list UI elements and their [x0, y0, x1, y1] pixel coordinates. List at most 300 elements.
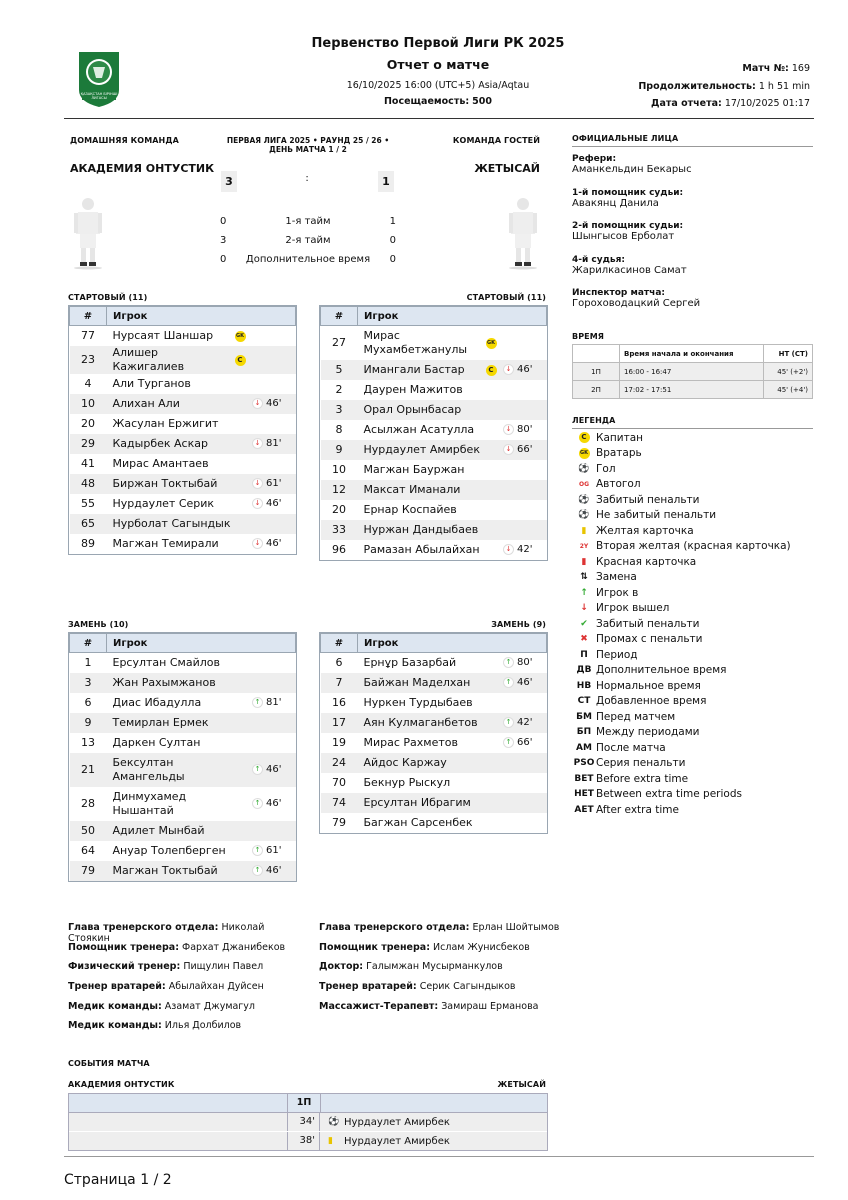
table-row	[321, 326, 547, 361]
official-name: Гороховодацкий Сергей	[572, 298, 701, 309]
player-cell	[107, 841, 296, 861]
player-name: Ерсултан Смайлов	[112, 656, 220, 669]
sub-minute: 66'	[517, 737, 533, 748]
away-start-label: СТАРТОВЫЙ (11)	[466, 293, 546, 302]
sub-minute: 46'	[266, 764, 282, 775]
away-team-name: ЖЕТЫСАЙ	[474, 162, 540, 175]
period-away: 0	[389, 235, 396, 246]
home-staff	[68, 922, 308, 1040]
player-cell	[358, 520, 547, 540]
player-cell	[358, 713, 547, 733]
player-number: 9	[70, 713, 107, 733]
player-cell	[358, 360, 547, 380]
legend-icon: ↓	[580, 603, 588, 614]
legend-icon: СТ	[577, 696, 591, 707]
player-cell	[358, 773, 547, 793]
table-row	[70, 821, 296, 841]
official-role: 4-й судья:	[572, 254, 625, 265]
staff-role: Медик команды:	[68, 1000, 162, 1012]
officials-list	[572, 154, 813, 322]
event-row	[69, 1131, 547, 1150]
sub-minute: 46'	[266, 538, 282, 549]
match-number	[742, 63, 810, 74]
legend-icon: BET	[574, 773, 594, 784]
player-name: Ернұр Базарбай	[363, 656, 457, 669]
player-number: 7	[321, 673, 358, 693]
sub-event	[500, 736, 532, 750]
official-role: 2-й помощник судьи:	[572, 221, 684, 231]
footer-divider	[64, 1156, 814, 1157]
player-cell	[107, 653, 296, 674]
home-subs-table	[68, 632, 297, 882]
player-cell	[358, 420, 547, 440]
player-name: Нурдаулет Серик	[112, 497, 215, 510]
player-in-icon: ↑	[252, 697, 263, 708]
legend-item	[572, 725, 813, 741]
player-name: Багжан Сарсенбек	[363, 816, 473, 829]
staff-item	[68, 1020, 308, 1040]
legend-icon: П	[580, 649, 588, 660]
player-cell	[107, 693, 296, 713]
player-out-icon: ↓	[252, 538, 263, 549]
player-number: 23	[70, 346, 107, 374]
staff-name: Илья Долбилов	[164, 1020, 242, 1032]
player-cell	[107, 713, 296, 733]
legend-text: Добавленное время	[596, 695, 707, 708]
home-team-name: АКАДЕМИЯ ОНТУСТИК	[70, 162, 215, 175]
official-name: Авакянц Данила	[572, 197, 659, 209]
legend-divider	[572, 428, 813, 429]
player-cell	[358, 733, 547, 753]
player-number: 77	[81, 329, 95, 342]
player-name: Айдос Каржау	[363, 756, 447, 769]
table-row	[321, 773, 547, 793]
sub-event	[249, 696, 281, 710]
player-name: Адилет Мынбай	[112, 824, 205, 837]
table-row	[321, 480, 547, 500]
player-cell	[358, 480, 547, 500]
events-away-team: ЖЕТЫСАЙ	[497, 1080, 546, 1089]
table-row	[70, 434, 296, 454]
player-number: 12	[321, 480, 358, 500]
legend-text: Гол	[596, 462, 616, 475]
player-name: Нуржан Дандыбаев	[363, 523, 479, 536]
event-icon: ▮	[328, 1136, 333, 1146]
logo-text: ҚАЗАҚСТАН БІРІНШІ ЛИГАСЫ	[80, 92, 118, 100]
sub-minute: 81'	[266, 697, 282, 708]
table-row	[70, 713, 296, 733]
period-row	[220, 250, 396, 269]
sub-minute: 46'	[266, 398, 282, 409]
staff-item	[68, 942, 308, 962]
sub-event	[500, 716, 532, 730]
legend-icon: C	[572, 432, 596, 443]
table-row	[321, 733, 547, 753]
captain-icon: C	[486, 365, 497, 376]
player-cell	[107, 474, 296, 494]
player-out-icon: ↓	[503, 364, 514, 375]
player-cell	[358, 326, 547, 361]
events-label: СОБЫТИЯ МАТЧА	[68, 1059, 150, 1068]
official-item	[572, 154, 813, 188]
legend-item	[572, 508, 813, 524]
player-name: Орал Орынбасар	[363, 403, 462, 416]
player-cell	[358, 500, 547, 520]
period-label: 1-я тайм	[285, 216, 331, 227]
away-team-label: КОМАНДА ГОСТЕЙ	[452, 136, 540, 145]
player-name: Мирас Мухамбетжанулы	[363, 329, 468, 356]
col-player: Игрок	[358, 307, 547, 326]
legend-item	[572, 477, 813, 493]
player-cell	[358, 380, 547, 400]
legend-item	[572, 694, 813, 710]
player-number: 24	[321, 753, 358, 773]
home-start-table	[68, 305, 297, 555]
col-player: Игрок	[107, 307, 296, 326]
time-period: 2П	[573, 381, 620, 399]
header-divider	[64, 118, 814, 119]
legend-text: Вторая желтая (красная карточка)	[596, 540, 791, 553]
player-cell	[358, 540, 547, 560]
player-number: 3	[70, 673, 107, 693]
player-number: 27	[332, 336, 346, 349]
legend-icon: 2Y	[579, 542, 589, 550]
table-row	[321, 713, 547, 733]
legend-item	[572, 461, 813, 477]
legend-icon: ⚽	[578, 463, 590, 474]
away-start-table	[319, 305, 548, 561]
legend-icon: АМ	[576, 742, 592, 753]
table-row	[70, 454, 296, 474]
event-minute: 38'	[288, 1132, 320, 1150]
table-row	[70, 474, 296, 494]
sub-event	[500, 423, 532, 437]
table-row	[321, 380, 547, 400]
home-sub-label: ЗАМЕНЬ (10)	[68, 620, 129, 629]
player-name: Нурсаят Шаншар	[112, 329, 214, 342]
official-item	[572, 221, 813, 255]
official-role: Рефери:	[572, 154, 617, 164]
player-cell	[107, 514, 296, 534]
staff-item	[68, 961, 308, 981]
player-number: 8	[335, 423, 343, 436]
table-row	[70, 673, 296, 693]
period-home: 0	[220, 254, 227, 265]
player-cell	[107, 821, 296, 841]
official-name: Жарилкасинов Самат	[572, 264, 687, 276]
time-col-range: Время начала и окончания	[620, 345, 764, 363]
staff-item	[68, 981, 308, 1001]
player-number: 10	[70, 394, 107, 414]
sub-minute: 46'	[266, 865, 282, 876]
sub-minute: 80'	[517, 657, 533, 668]
period-scores	[220, 212, 396, 269]
official-item	[572, 188, 813, 222]
player-name: Магжан Токтыбай	[112, 864, 218, 877]
staff-name: Абылайхан Дуйсен	[168, 981, 264, 993]
player-number: 33	[321, 520, 358, 540]
table-row	[321, 653, 547, 674]
legend-text: Красная карточка	[596, 555, 697, 568]
sub-minute: 46'	[266, 798, 282, 809]
event-minute: 34'	[288, 1113, 320, 1131]
time-period: 1П	[573, 363, 620, 381]
legend-item	[572, 523, 813, 539]
player-name: Али Турганов	[112, 377, 191, 390]
sub-minute: 46'	[517, 677, 533, 688]
legend-item	[572, 756, 813, 772]
sub-minute: 42'	[517, 717, 533, 728]
sub-event	[249, 797, 281, 811]
official-name: Шынгысов Ерболат	[572, 231, 675, 242]
legend-text: After extra time	[596, 803, 679, 816]
legend-text: Между периодами	[596, 726, 700, 739]
player-cell	[107, 326, 296, 347]
player-number: 28	[81, 797, 95, 810]
legend-text: Серия пенальти	[596, 757, 686, 770]
player-cell	[107, 753, 296, 787]
legend-icon: ⚽	[578, 510, 590, 521]
col-num: #	[70, 307, 107, 326]
time-col-period	[573, 345, 620, 363]
player-number: 48	[70, 474, 107, 494]
player-name: Магжан Бауржан	[363, 463, 465, 476]
player-cell	[107, 534, 296, 554]
events-home-team: АКАДЕМИЯ ОНТУСТИК	[68, 1080, 175, 1089]
events-period: 1П	[288, 1094, 321, 1112]
player-number: 20	[332, 503, 346, 516]
attendance	[200, 96, 676, 107]
events-table	[68, 1093, 548, 1151]
col-num: #	[321, 307, 358, 326]
player-number: 29	[70, 434, 107, 454]
legend-item	[572, 771, 813, 787]
staff-name: Замираш Ерманова	[441, 1000, 539, 1012]
player-name: Жасулан Ержигит	[112, 417, 219, 430]
player-name: Нурболат Сагындык	[112, 517, 231, 530]
table-row	[321, 400, 547, 420]
legend-text: Автогол	[596, 478, 641, 491]
player-name: Жан Рахымжанов	[112, 676, 216, 689]
player-name: Магжан Темирали	[112, 537, 219, 550]
player-cell	[107, 414, 296, 434]
home-start-label: СТАРТОВЫЙ (11)	[68, 293, 148, 302]
match-datetime: 16/10/2025 16:00 (UTC+5) Asia/Aqtau	[346, 80, 530, 91]
sub-minute: 61'	[266, 845, 282, 856]
table-row	[321, 753, 547, 773]
legend-text: Between extra time periods	[596, 788, 742, 801]
time-table	[572, 344, 813, 399]
official-name: Аманкельдин Бекарыс	[572, 164, 692, 175]
table-row	[70, 346, 296, 374]
legend-icon: PSO	[573, 758, 595, 769]
legend-icon: ↑	[580, 587, 588, 598]
staff-item	[319, 961, 579, 981]
table-row	[321, 420, 547, 440]
player-cell	[358, 673, 547, 693]
sub-minute: 61'	[266, 478, 282, 489]
table-row	[70, 753, 296, 787]
report-date	[651, 98, 810, 109]
captain-icon: C	[235, 355, 246, 366]
player-name: Аян Кулмаганбетов	[363, 716, 478, 729]
table-row	[321, 540, 547, 560]
legend-text: Перед матчем	[596, 710, 676, 723]
match-duration	[638, 81, 810, 92]
round-info: ПЕРВАЯ ЛИГА 2025 • РАУНД 25 / 26 • ДЕНЬ МАТЧА 1 / 2	[226, 136, 390, 154]
time-row	[573, 381, 813, 399]
away-score: 1	[378, 171, 394, 192]
col-player: Игрок	[107, 634, 296, 653]
legend-text: Игрок вышел	[596, 602, 670, 615]
col-num: #	[321, 634, 358, 653]
staff-name: Николай Стоякин	[68, 922, 265, 944]
event-player: Нурдаулет Амирбек	[344, 1116, 450, 1128]
events-header-row	[69, 1094, 547, 1113]
official-item	[572, 255, 813, 289]
legend-item	[572, 601, 813, 617]
staff-role: Массажист-Терапевт:	[319, 1000, 439, 1012]
player-out-icon: ↓	[252, 498, 263, 509]
player-name: Даурен Мажитов	[363, 383, 463, 396]
legend-item	[572, 585, 813, 601]
col-player: Игрок	[358, 634, 547, 653]
legend-icon: БП	[576, 727, 592, 738]
table-row	[70, 494, 296, 514]
attendance-value: 500	[472, 96, 493, 107]
table-row	[321, 440, 547, 460]
player-number: 20	[81, 417, 95, 430]
staff-item	[319, 981, 579, 1001]
staff-role: Глава тренерского отдела:	[68, 922, 219, 933]
sub-event	[249, 477, 281, 491]
legend-icon: БМ	[576, 711, 592, 722]
legend-item	[572, 678, 813, 694]
player-number: 50	[70, 821, 107, 841]
time-ht: 45' (+2')	[764, 363, 813, 381]
player-out-icon: ↓	[252, 438, 263, 449]
player-name: Биржан Токтыбай	[112, 477, 218, 490]
legend-text: Забитый пенальти	[596, 493, 700, 506]
player-out-icon: ↓	[252, 398, 263, 409]
staff-role: Физический тренер:	[68, 961, 181, 973]
table-row	[70, 787, 296, 821]
legend-icon: ▮	[581, 556, 587, 567]
staff-item	[68, 1001, 308, 1021]
table-row	[321, 360, 547, 380]
official-item	[572, 288, 813, 322]
away-staff	[319, 922, 579, 1020]
legend-icon: GK	[572, 448, 596, 459]
staff-name: Ерлан Шойтымов	[472, 922, 560, 933]
player-cell	[107, 494, 296, 514]
legend-text: Нормальное время	[596, 679, 701, 692]
legend-text: Капитан	[596, 431, 643, 444]
staff-item	[319, 1001, 579, 1021]
sub-event	[500, 443, 532, 457]
player-name: Ерсултан Ибрагим	[363, 796, 471, 809]
home-team-label: ДОМАШНЯЯ КОМАНДА	[70, 136, 179, 145]
player-name: Нурдаулет Амирбек	[363, 443, 480, 456]
legend-label: ЛЕГЕНДА	[572, 416, 616, 425]
period-row	[220, 231, 396, 250]
sub-event	[249, 397, 281, 411]
away-kit-icon	[507, 196, 539, 273]
sub-event	[249, 497, 281, 511]
match-number-label: Матч №:	[742, 63, 789, 74]
legend-text: Промах с пенальти	[596, 633, 703, 646]
sub-event	[249, 844, 281, 858]
legend-item	[572, 430, 813, 446]
player-number: 17	[321, 713, 358, 733]
table-row	[70, 394, 296, 414]
officials-label: ОФИЦИАЛЬНЫЕ ЛИЦА	[572, 134, 679, 143]
legend-icon: ✔	[580, 618, 588, 629]
legend-icon: ДВ	[576, 665, 592, 676]
player-name: Рамазан Абылайхан	[363, 543, 480, 556]
table-row	[321, 693, 547, 713]
period-label: Дополнительное время	[245, 254, 371, 265]
time-range: 16:00 - 16:47	[620, 363, 764, 381]
table-row	[70, 374, 296, 394]
player-number: 79	[70, 861, 107, 881]
sub-event	[500, 543, 532, 557]
legend-item	[572, 663, 813, 679]
table-row	[70, 414, 296, 434]
staff-role: Глава тренерского отдела:	[319, 922, 470, 933]
player-name: Мирас Рахметов	[363, 736, 458, 749]
legend-item	[572, 446, 813, 462]
attendance-label: Посещаемость:	[383, 96, 470, 107]
player-number: 70	[332, 776, 346, 789]
event-icon: ⚽	[328, 1117, 340, 1127]
staff-role: Тренер вратарей:	[68, 981, 166, 993]
staff-role: Тренер вратарей:	[319, 981, 417, 993]
sub-event	[500, 656, 532, 670]
sub-event	[249, 864, 281, 878]
player-in-icon: ↑	[252, 865, 263, 876]
player-number: 13	[81, 736, 95, 749]
player-number: 5	[321, 360, 358, 380]
player-in-icon: ↑	[503, 677, 514, 688]
score-separator: :	[305, 173, 309, 184]
legend-text: Before extra time	[596, 772, 689, 785]
table-row	[321, 500, 547, 520]
table-row	[321, 520, 547, 540]
sub-minute: 46'	[266, 498, 282, 509]
sub-event	[500, 363, 532, 377]
legend-icon: НВ	[576, 680, 592, 691]
legend-item	[572, 647, 813, 663]
legend-icon: AET	[574, 804, 594, 815]
legend-text: Желтая карточка	[596, 524, 694, 537]
player-number: 64	[81, 844, 95, 857]
player-name: Ануар Толепберген	[112, 844, 226, 857]
player-out-icon: ↓	[252, 478, 263, 489]
player-cell	[358, 793, 547, 813]
legend-text: Не забитый пенальти	[596, 509, 717, 522]
staff-role: Доктор:	[319, 961, 364, 973]
report-date-value: 17/10/2025 01:17	[724, 98, 810, 109]
table-row	[70, 514, 296, 534]
legend-item	[572, 492, 813, 508]
staff-role: Помощник тренера:	[319, 941, 431, 953]
player-cell	[107, 454, 296, 474]
player-name: Максат Иманали	[363, 483, 461, 496]
staff-item	[319, 922, 579, 942]
legend-item	[572, 570, 813, 586]
event-player: Нурдаулет Амирбек	[344, 1135, 450, 1147]
